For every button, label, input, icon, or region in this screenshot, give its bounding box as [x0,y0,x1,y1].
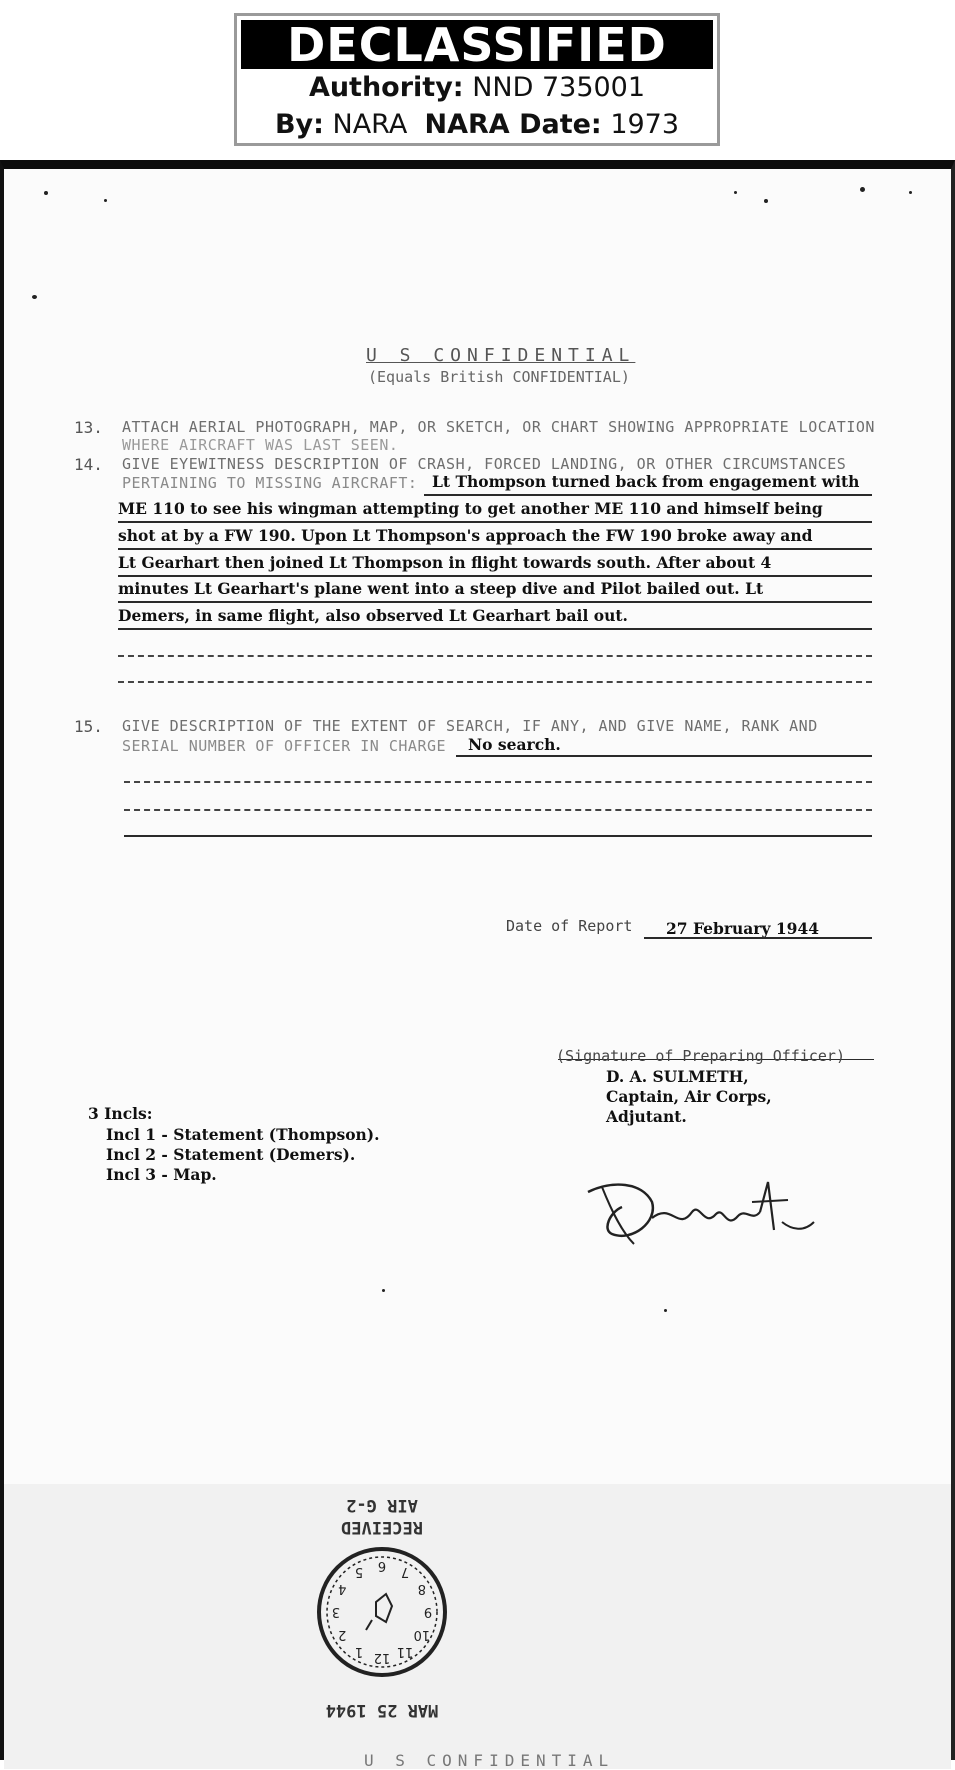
underline [424,494,872,496]
item-15-line2-text: No search. [468,735,561,754]
stamp-date-label: NARA Date: [424,109,602,140]
speck [860,187,865,192]
blank-line [124,781,872,783]
item-14-text-line: ME 110 to see his wingman attempting to get another ME 110 and himself being [118,499,823,518]
inclosure-item: Incl 2 - Statement (Demers). [106,1145,356,1164]
underline [118,575,872,577]
stamp-by-line [237,109,717,140]
underline [644,937,872,939]
clock-number: 5 [354,1564,364,1580]
underline [118,548,872,550]
underline [118,628,872,630]
speck [44,191,48,195]
item-14-line1: GIVE EYEWITNESS DESCRIPTION OF CRASH, FORCED LANDING, OR OTHER CIRCUMSTANCES [122,455,847,473]
signature-image [582,1172,822,1262]
inclosures-heading: 3 Incls: [88,1104,153,1123]
item-15-number: 15. [74,717,103,736]
item-13-line2: WHERE AIRCRAFT WAS LAST SEEN. [122,436,399,454]
underline [456,755,872,757]
clock-number: 10 [413,1627,431,1642]
speck [734,191,737,194]
item-14-line2-prompt: PERTAINING TO MISSING AIRCRAFT: [122,474,418,492]
stamp-by-value: NARA [332,109,408,140]
blank-line [124,809,872,811]
clock-number: 9 [423,1604,433,1619]
inclosure-item: Incl 3 - Map. [106,1165,217,1184]
inclosure-item: Incl 1 - Statement (Thompson). [106,1125,380,1144]
clock-number: 12 [373,1650,391,1665]
clock-number: 7 [400,1564,410,1580]
clock-number: 6 [377,1558,387,1573]
item-13-number: 13. [74,418,103,437]
item-14-line2-text: Lt Thompson turned back from engagement with [432,472,860,491]
classification-header: U S CONFIDENTIAL [366,345,636,366]
stamp-date-value: 1973 [610,109,680,140]
officer-rank: Captain, Air Corps, [606,1087,772,1106]
received-stamp-date: MAR 25 1944 [325,1700,439,1720]
received-stamp [272,1490,492,1730]
clock-number: 4 [338,1581,347,1596]
blank-line [124,835,872,837]
date-of-report-value: 27 February 1944 [666,919,820,938]
item-14-text-line: minutes Lt Gearhart's plane went into a steep dive and Pilot bailed out. Lt [118,579,764,598]
item-15-line1: GIVE DESCRIPTION OF THE EXTENT OF SEARCH, IF ANY, AND GIVE NAME, RANK AND [122,717,818,735]
declassified-stamp [234,13,720,146]
stamp-authority-line [237,72,717,103]
clock-number: 3 [331,1604,341,1619]
blank-line [118,655,872,657]
officer-title: Adjutant. [606,1107,687,1126]
item-14-text-line: shot at by a FW 190. Upon Lt Thompson's approach the FW 190 broke away and [118,526,813,545]
speck [664,1309,667,1312]
clock-number: 2 [338,1627,347,1642]
officer-name: D. A. SULMETH, [606,1067,749,1086]
speck [909,191,912,194]
speck [764,199,768,203]
signature-caption: (Signature of Preparing Officer) [556,1047,845,1065]
received-stamp-org: AIR G-2 [346,1495,418,1515]
item-14-number: 14. [74,455,103,474]
clock-number: 1 [354,1643,364,1659]
stamp-title: DECLASSIFIED [241,20,713,69]
stamp-authority-value: NND 735001 [472,72,646,103]
item-15-line2-prompt: SERIAL NUMBER OF OFFICER IN CHARGE [122,737,447,755]
clock-number: 11 [396,1643,414,1659]
clock-number: 8 [417,1581,426,1596]
item-13-line1: ATTACH AERIAL PHOTOGRAPH, MAP, OR SKETCH, OR CHART SHOWING APPROPRIATE LOCATION [122,418,875,436]
clock-dial [319,1549,445,1675]
speck [32,295,37,299]
item-14-text-line: Demers, in same flight, also observed Lt Gearhart bail out. [118,606,628,625]
date-of-report-label: Date of Report [506,917,633,935]
item-14-text-line: Lt Gearhart then joined Lt Thompson in flight towards south. After about 4 [118,553,772,572]
received-stamp-label: RECEIVED [341,1517,423,1537]
underline [118,521,872,523]
blank-line [118,681,872,683]
speck [104,199,107,202]
stamp-authority-label: Authority: [308,72,464,103]
classification-footer: U S CONFIDENTIAL [364,1751,615,1770]
speck [382,1289,385,1292]
underline [118,601,872,603]
classification-equivalent: (Equals British CONFIDENTIAL) [368,368,630,386]
stamp-by-label: By: [274,109,324,140]
